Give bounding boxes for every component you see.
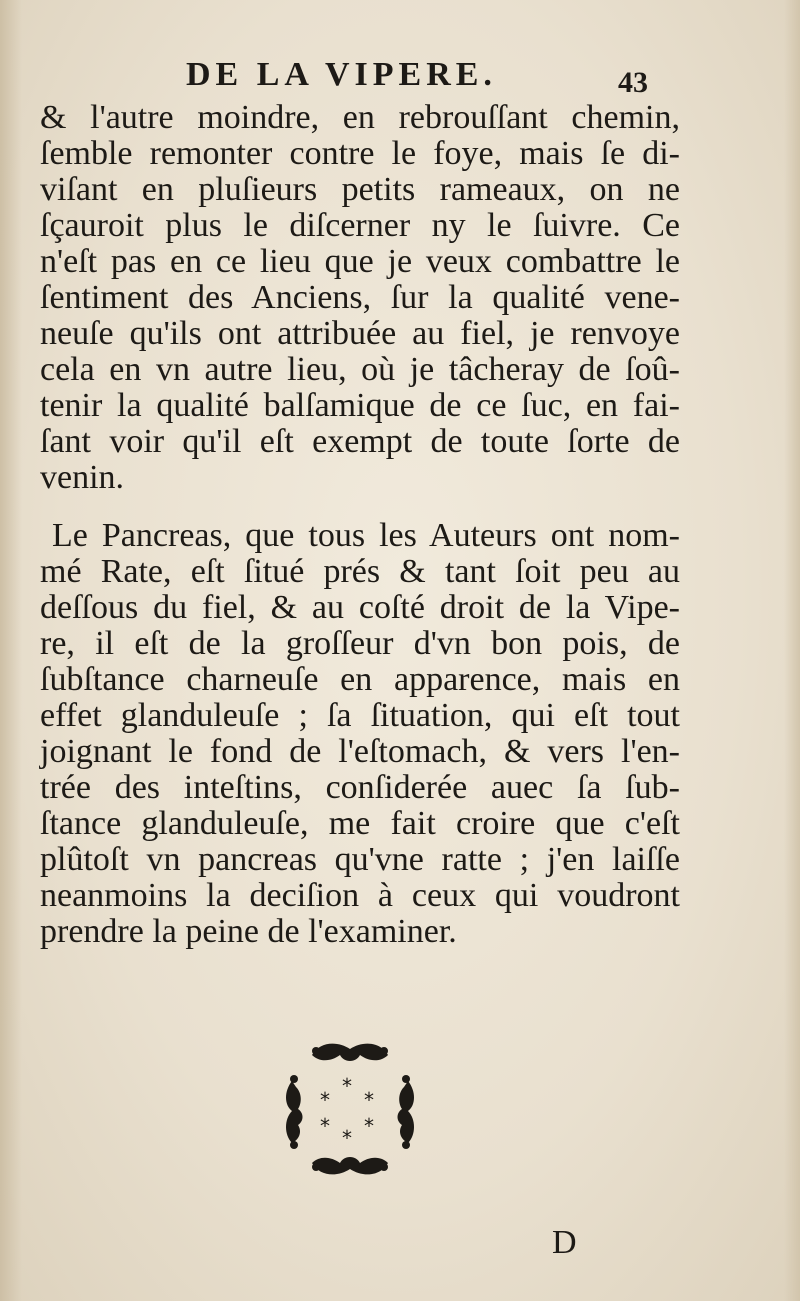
text-line: prendre la peine de l'examiner.	[40, 913, 457, 950]
paragraph-1	[40, 100, 680, 496]
text-line: ſubſtance charneuſe en apparence, mais en	[40, 661, 680, 698]
text-line: cela en vn autre lieu, où je tâcheray de ſoû-	[40, 351, 680, 388]
text-line: deſſous du fiel, & au coſté droit de la Vipe-	[40, 589, 680, 626]
running-head: DE LA VIPERE.	[186, 56, 497, 93]
signature-mark: D	[552, 1224, 577, 1261]
text-line: tenir la qualité balſamique de ce ſuc, en fai-	[40, 387, 680, 424]
text-line: & l'autre moindre, en rebrouſſant chemin,	[40, 99, 680, 136]
paragraph-2	[40, 518, 680, 950]
text-line: neuſe qu'ils ont attribuée au fiel, je renvoye	[40, 315, 680, 352]
page-number: 43	[618, 66, 648, 99]
text-line: mé Rate, eſt ſitué prés & tant ſoit peu au	[40, 553, 680, 590]
text-line: joignant le fond de l'eſtomach, & vers l'en-	[40, 733, 680, 770]
star-glyph: *	[320, 1088, 330, 1112]
text-line: ſant voir qu'il eſt exempt de toute ſorte de	[40, 423, 680, 460]
star-glyph: *	[342, 1074, 352, 1098]
page-left-edge-shadow	[0, 0, 22, 1301]
text-line: Le Pancreas, que tous les Auteurs ont nom-	[52, 517, 680, 554]
text-line: trée des inteſtins, conſiderée auec ſa ſub-	[40, 769, 680, 806]
star-glyph: *	[320, 1114, 330, 1138]
page-right-edge-shadow	[784, 0, 800, 1301]
star-glyph: *	[364, 1114, 374, 1138]
printers-ornament-icon	[280, 1035, 420, 1180]
star-glyph: *	[364, 1088, 374, 1112]
text-line: re, il eſt de la groſſeur d'vn bon pois, de	[40, 625, 680, 662]
text-line: viſant en pluſieurs petits rameaux, on ne	[40, 171, 680, 208]
text-line: ſtance glanduleuſe, me fait croire que c'eſt	[40, 805, 680, 842]
text-line: ſçauroit plus le diſcerner ny le ſuivre. Ce	[40, 207, 680, 244]
text-line: ſentiment des Anciens, ſur la qualité vene-	[40, 279, 680, 316]
text-line: venin.	[40, 459, 125, 496]
text-line: effet glanduleuſe ; ſa ſituation, qui eſt tout	[40, 697, 680, 734]
text-line: plûtoſt vn pancreas qu'vne ratte ; j'en laiſſe	[40, 841, 680, 878]
text-line: neanmoins la deciſion à ceux qui voudront	[40, 877, 680, 914]
text-line: ſemble remonter contre le foye, mais ſe di-	[40, 135, 680, 172]
star-glyph: *	[342, 1126, 352, 1150]
text-line: n'eſt pas en ce lieu que je veux combattre le	[40, 243, 680, 280]
